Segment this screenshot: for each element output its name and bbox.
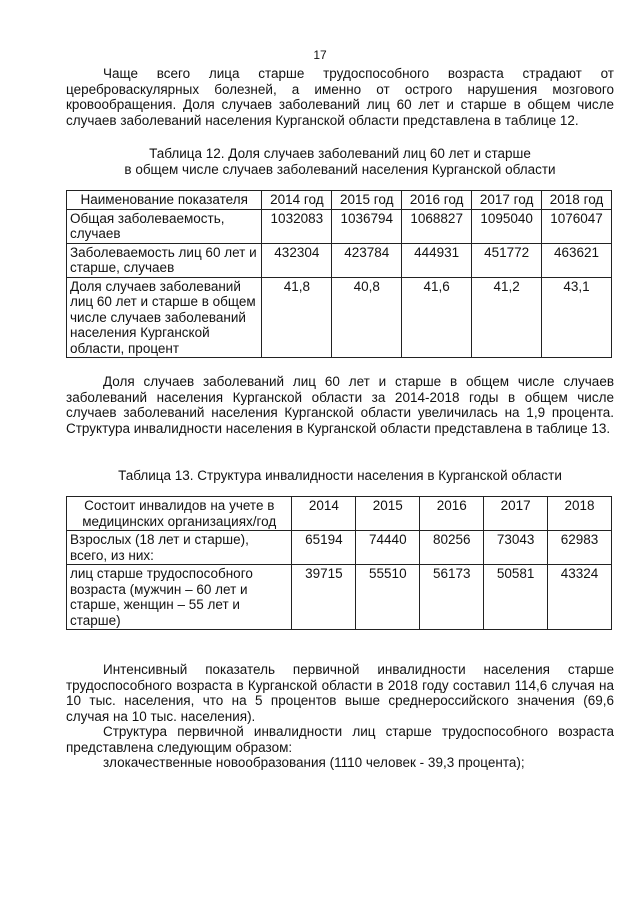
table-12-caption	[66, 146, 614, 177]
table-cell: 41,8	[262, 277, 332, 358]
table-row	[67, 565, 612, 630]
table-cell: 432304	[262, 243, 332, 277]
table-cell: 1032083	[262, 209, 332, 243]
paragraph-3-block	[66, 662, 614, 771]
row-label: лиц старше трудоспособного возраста (мужчин – 60 лет и старше, женщин – 55 лет и старше)	[67, 565, 292, 630]
row-label: Заболеваемость лиц 60 лет и старше, случаев	[67, 243, 262, 277]
table-13	[66, 496, 612, 630]
table-cell: 65194	[292, 531, 356, 565]
table-13-header: Состоит инвалидов на учете в медицинских организациях/год	[67, 497, 292, 531]
table-cell: 463621	[542, 243, 612, 277]
table-13-caption: Таблица 13. Структура инвалидности населения в Курганской области	[118, 468, 562, 483]
table-cell: 39715	[292, 565, 356, 630]
table-12-header: Наименование показателя	[67, 191, 262, 210]
table-13-header: 2017	[484, 497, 548, 531]
table-cell: 41,2	[472, 277, 542, 358]
paragraph-1: Чаще всего лица старше трудоспособного возраста страдают от цереброваскулярных болезней, а именно от острого нарушения мозгового кровообращения. Доля случаев заболеваний лиц 60 лет и старше в общем числе случаев заболеваний населения Курганской области представлена в таблице 12.	[66, 66, 614, 128]
table-13-header: 2015	[356, 497, 420, 531]
table-cell: 41,6	[402, 277, 472, 358]
table-cell: 1036794	[332, 209, 402, 243]
row-label: Доля случаев заболеваний лиц 60 лет и старше в общем числе случаев заболеваний населения Курганской области, процент	[67, 277, 262, 358]
table-12-header-row	[67, 191, 612, 210]
table-cell: 50581	[484, 565, 548, 630]
paragraph-3: Интенсивный показатель первичной инвалидности населения старше трудоспособного возраста в Курганской области в 2018 году составил 114,6 случая на 10 тыс. населения, что на 5 процентов выше среднероссийского значения (69,6 случая на 10 тыс. населения).	[66, 662, 614, 724]
table-12-caption-line1: Таблица 12. Доля случаев заболеваний лиц 60 лет и старше	[149, 146, 531, 161]
paragraph-5: злокачественные новообразования (1110 человек - 39,3 процента);	[103, 755, 525, 770]
row-label: Общая заболеваемость, случаев	[67, 209, 262, 243]
row-label: Взрослых (18 лет и старше), всего, из них:	[67, 531, 292, 565]
table-12-header: 2015 год	[332, 191, 402, 210]
table-cell: 40,8	[332, 277, 402, 358]
table-13-header: 2014	[292, 497, 356, 531]
table-12-header: 2017 год	[472, 191, 542, 210]
table-cell: 55510	[356, 565, 420, 630]
table-12-header: 2014 год	[262, 191, 332, 210]
table-row	[67, 209, 612, 243]
table-row	[67, 277, 612, 358]
table-cell: 43324	[548, 565, 612, 630]
table-12	[66, 190, 612, 358]
table-cell: 444931	[402, 243, 472, 277]
table-cell: 73043	[484, 531, 548, 565]
table-12-header: 2016 год	[402, 191, 472, 210]
table-cell: 1068827	[402, 209, 472, 243]
paragraph-1-block	[66, 66, 614, 128]
table-12-caption-line2: в общем числе случаев заболеваний населения Курганской области	[124, 161, 556, 177]
table-cell: 423784	[332, 243, 402, 277]
table-cell: 43,1	[542, 277, 612, 358]
paragraph-4: Структура первичной инвалидности лиц старше трудоспособного возраста представлена следующим образом:	[66, 724, 614, 755]
table-cell: 1076047	[542, 209, 612, 243]
table-cell: 1095040	[472, 209, 542, 243]
table-12-header: 2018 год	[542, 191, 612, 210]
paragraph-2-block	[66, 374, 614, 436]
table-cell: 80256	[420, 531, 484, 565]
table-cell: 62983	[548, 531, 612, 565]
paragraph-2: Доля случаев заболеваний лиц 60 лет и старше в общем числе случаев заболеваний населения Курганской области за 2014-2018 годы в общем числе случаев заболеваний населения Курганской области увеличилась на 1,9 процента. Структура инвалидности населения в Курганской области представлена в таблице 13.	[66, 374, 614, 436]
table-cell: 74440	[356, 531, 420, 565]
table-13-header: 2018	[548, 497, 612, 531]
table-13-header-row	[67, 497, 612, 531]
table-cell: 56173	[420, 565, 484, 630]
table-row	[67, 243, 612, 277]
table-row	[67, 531, 612, 565]
page-number: 17	[313, 48, 327, 62]
table-cell: 451772	[472, 243, 542, 277]
table-13-header: 2016	[420, 497, 484, 531]
